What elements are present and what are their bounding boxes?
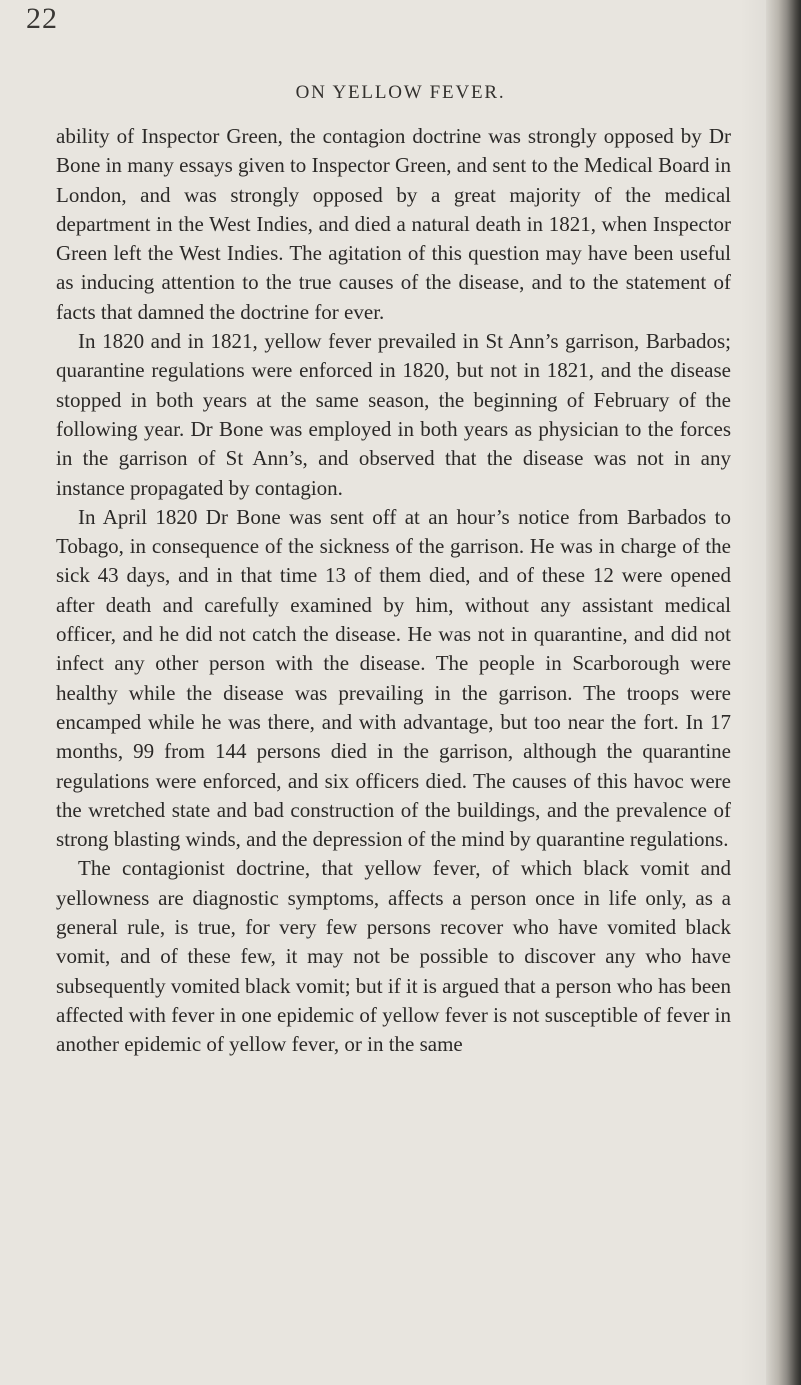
book-binding-edge <box>766 0 801 1385</box>
page-number: 22 <box>26 2 58 35</box>
paragraph-continuation: ability of Inspector Green, the contagion doctrine was strongly opposed by Dr Bone in many essays given to Inspector Green, and sent to the Medical Board in London, and was strongly opposed by a great majority of the medical department in the West Indies, and died a natural death in 1821, when Inspector Green left the West Indies. The agitation of this question may have been useful as inducing attention to the true causes of the disease, and to the statement of facts that damned the doctrine for ever. <box>56 124 731 324</box>
paragraph-tobago: In April 1820 Dr Bone was sent off at an hour’s notice from Barbados to Tobago, in consequence of the sickness of the garrison. He was in charge of the sick 43 days, and in that time 13 of them died, and of these 12 were opened after death and carefully examined by him, without any assistant medical officer, and he did not catch the disease. He was not in quarantine, and did not infect any other person with the disease. The people in Scarborough were healthy while the disease was prevailing in the garrison. The troops were encamped while he was there, and with advantage, but too near the fort. In 17 months, 99 from 144 persons died in the garrison, although the quarantine regulations were enforced, and six officers died. The causes of this havoc were the wretched state and bad construction of the buildings, and the prevalence of strong blasting winds, and the depression of the mind by quarantine regulations. <box>56 504 731 852</box>
body-text <box>56 122 731 1060</box>
paragraph-contagionist-doctrine: The contagionist doctrine, that yellow fever, of which black vomit and yellowness are diagnostic symptoms, affects a person once in life only, as a general rule, is true, for very few persons recover who have vomited black vomit, and of these few, it may not be possible to discover any who have subsequently vomited black vomit; but if it is argued that a person who has been affected with fever in one epidemic of yellow fever is not susceptible of fever in another epidemic of yellow fever, or in the same <box>56 856 731 1057</box>
running-head: ON YELLOW FEVER. <box>295 82 506 103</box>
paragraph-1820-1821: In 1820 and in 1821, yellow fever prevailed in St Ann’s garrison, Barbados; quarantine regulations were enforced in 1820, but not in 1821, and the disease stopped in both years at the same season, the beginning of February of the following year. Dr Bone was employed in both years as physician to the forces in the garrison of St Ann’s, and observed that the disease was not in any instance propagated by contagion. <box>56 329 731 500</box>
